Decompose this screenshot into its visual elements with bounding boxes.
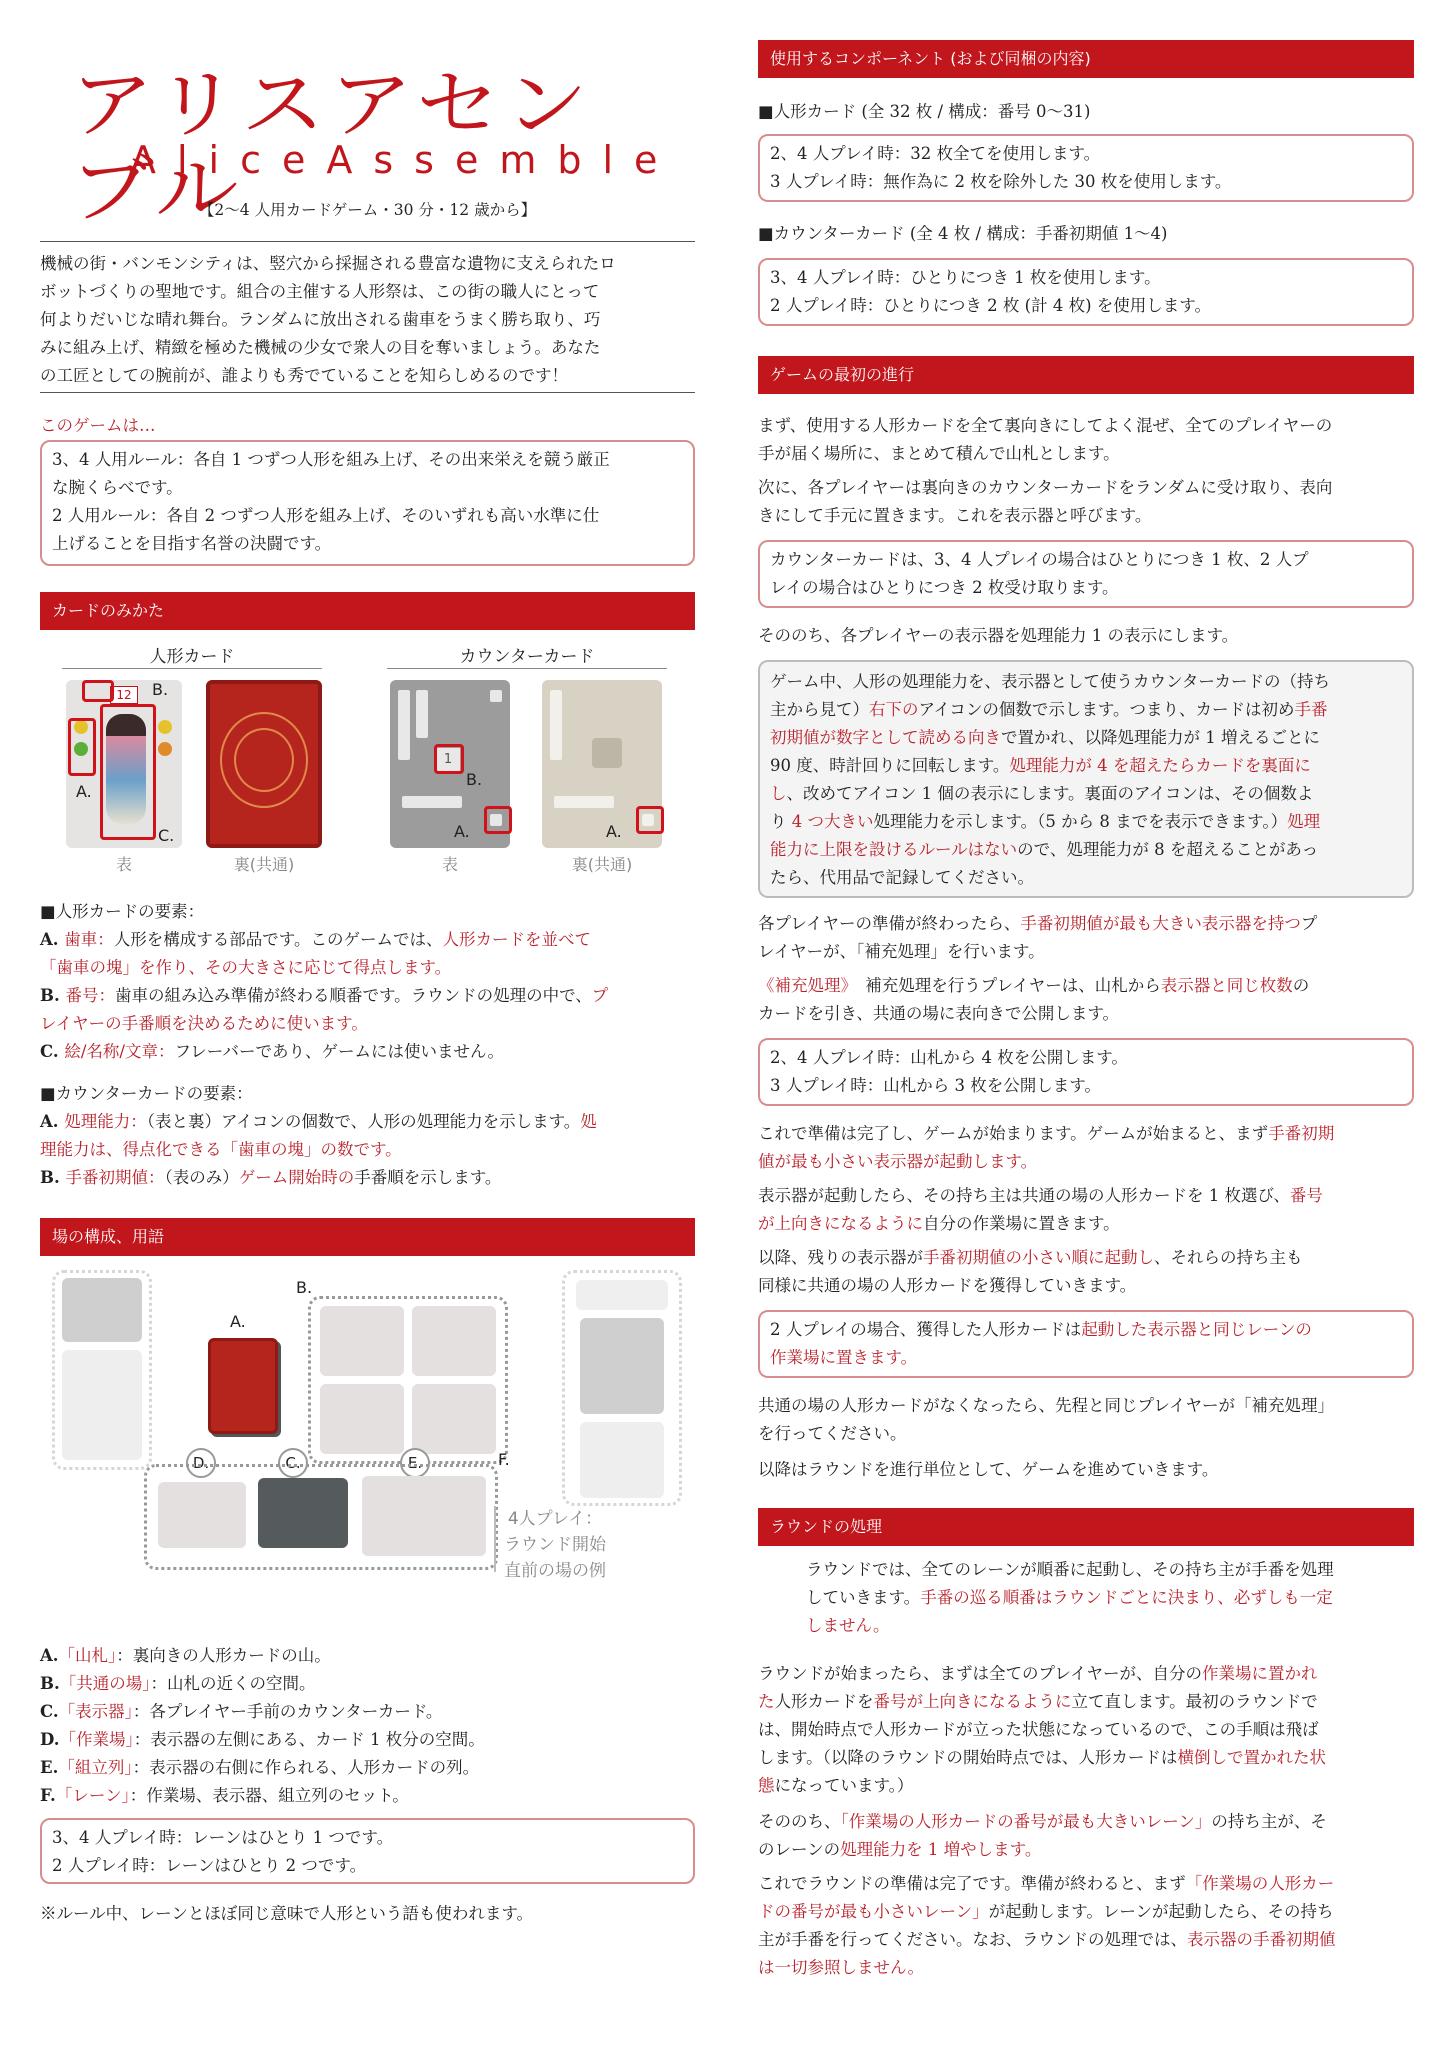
doll-card — [412, 1384, 496, 1454]
setup-p5 — [758, 972, 1420, 1028]
rich-line — [770, 668, 1402, 696]
section-bar-cards: カードのみかた — [40, 592, 695, 630]
rich-line — [806, 1556, 1418, 1584]
element-term: 番号： — [65, 986, 115, 1005]
rich-line — [770, 780, 1402, 808]
rich-line — [758, 1870, 1420, 1898]
body-text: 同様に共通の場の人形カードを獲得していきます。 — [758, 1276, 1137, 1295]
box-line: 2 人用ルール：各自 2 つずつ人形を組み上げ、そのいずれも高い水準に仕 — [52, 506, 600, 525]
this-game-heading: このゲームは… — [40, 416, 156, 435]
highlight-text: 表示器の手番初期値 — [1187, 1930, 1336, 1949]
counter-card — [258, 1478, 348, 1548]
element-line — [40, 926, 700, 954]
label-b: B. — [466, 770, 483, 789]
setup-box2 — [758, 1038, 1414, 1106]
term-key: D. — [40, 1730, 60, 1749]
label-a: A. — [76, 782, 92, 801]
term-key: B. — [40, 1674, 60, 1693]
doll-card — [320, 1306, 404, 1376]
rich-line — [770, 1316, 1402, 1344]
setup-p9 — [758, 1392, 1420, 1448]
highlight-b — [434, 744, 464, 774]
rich-line — [770, 836, 1402, 864]
body-text: の持ち主が、そ — [1211, 1812, 1327, 1831]
term-key: E. — [40, 1758, 59, 1777]
body-text: は、開始時点で人形カードが立った状態になっているので、この手順は飛ば — [758, 1720, 1319, 1739]
box-line: 上げることを目指す名誉の決闘です。 — [52, 534, 332, 553]
card-figure — [40, 640, 695, 880]
element-highlight: プ — [591, 986, 609, 1005]
body-text: 、それらの持ち主も — [1154, 1248, 1303, 1267]
text-line: まず、使用する人形カードを全て裏向きにしてよく混ぜ、全てのプレイヤーの — [758, 416, 1333, 435]
highlight-text: 作業場に置きます。 — [770, 1348, 918, 1367]
setup-box1 — [758, 540, 1414, 608]
element-highlight: 人形カードを並べて — [442, 930, 591, 949]
term-desc: ：表示器の右側に作られる、人形カードの列。 — [132, 1758, 480, 1777]
rich-line — [770, 1344, 1402, 1372]
box-line: 3、4 人プレイ時：ひとりにつき 1 枚を使用します。 — [770, 268, 1161, 287]
setup-p4 — [758, 910, 1420, 966]
element-text: 歯車の組み込み準備が終わる順番です。ラウンドの処理の中で、 — [114, 986, 592, 1005]
rich-line — [770, 808, 1402, 836]
round-p2 — [758, 1660, 1420, 1800]
element-line — [40, 982, 700, 1010]
divider — [62, 668, 322, 669]
body-text: 立て直します。最初のラウンドで — [1071, 1692, 1318, 1711]
doll-elements — [40, 898, 700, 1066]
rich-line — [758, 1148, 1420, 1176]
section-bar-components: 使用するコンポーネント (および同梱の内容) — [758, 40, 1414, 78]
element-line — [40, 1038, 700, 1066]
element-term: 絵/名称/文章： — [64, 1042, 175, 1061]
circle-ornament — [234, 728, 294, 792]
marker-c: C. — [278, 1448, 308, 1478]
intro-line: みに組み上げ、精緻を極めた機械の少女で衆人の目を奪いましょう。あなた — [40, 338, 601, 357]
element-line: 理能力は、得点化できる「歯車の塊」の数です。 — [40, 1140, 402, 1159]
label-f: F. — [498, 1450, 510, 1469]
element-term: 手番初期値： — [65, 1168, 165, 1187]
deck — [208, 1338, 278, 1434]
body-text: ので、処理能力が 8 を超えることがあっ — [1017, 840, 1319, 859]
rich-line — [758, 1926, 1420, 1954]
body-text: ラウンドが始まったら、まずは全てのプレイヤーが、自分の — [758, 1664, 1203, 1683]
round-p3 — [758, 1808, 1420, 1864]
label-b: B. — [152, 680, 169, 699]
doll-card-back — [206, 680, 322, 848]
icon-strip — [416, 690, 428, 738]
setup-p8 — [758, 1244, 1420, 1300]
highlight-text: 手番初期 — [1268, 1124, 1335, 1143]
box-line: 2 人プレイ時：レーンはひとり 2 つです。 — [52, 1856, 367, 1875]
text-line: を行ってください。 — [758, 1424, 907, 1443]
intro-text — [40, 250, 700, 390]
element-key: A. — [40, 1112, 65, 1131]
element-text: （表と裏）アイコンの個数で、人形の処理能力を示します。 — [146, 1112, 581, 1131]
box-line: 2 人プレイ時：ひとりにつき 2 枚 (計 4 枚) を使用します。 — [770, 296, 1211, 315]
text-line: 共通の場の人形カードがなくなったら、先程と同じプレイヤーが「補充処理」 — [758, 1396, 1335, 1415]
body-text: 補充処理を行うプレイヤーは、山札から — [848, 976, 1161, 995]
text-line: きにして手元に置きます。これを表示器と呼びます。 — [758, 506, 1152, 525]
box-line: な腕くらべです。 — [52, 478, 183, 497]
term-row — [40, 1642, 700, 1670]
doll-components-box — [758, 134, 1414, 202]
setup-p1 — [758, 412, 1420, 468]
rich-line — [758, 1716, 1420, 1744]
card-number: 12 — [110, 686, 138, 704]
rich-line — [806, 1584, 1418, 1612]
rich-line — [770, 752, 1402, 780]
doll-back-caption: 裏(共通) — [233, 855, 295, 874]
highlight-text: 手番初期値の小さい順に起動し — [923, 1248, 1154, 1267]
term-name: 「山札」 — [58, 1646, 117, 1665]
dice-icon — [592, 738, 622, 768]
doll-card — [412, 1306, 496, 1376]
highlight-text: 手番初期値が最も大きい表示器を持つ — [1020, 914, 1301, 933]
body-text: が起動します。レーンが起動したら、その持ち — [988, 1902, 1334, 1921]
doll-front-caption: 表 — [115, 855, 132, 874]
round-p4 — [758, 1870, 1420, 1982]
intro-line: の工匠としての腕前が、誰よりも秀でていることを知らしめるのです！ — [40, 366, 568, 385]
rich-line — [758, 1210, 1420, 1238]
rich-line — [758, 1182, 1420, 1210]
body-text: ラウンドでは、全てのレーンが順番に起動し、その持ち主が手番を処理 — [806, 1560, 1334, 1579]
icon-strip — [402, 796, 462, 808]
highlight-text: しません。 — [806, 1616, 890, 1635]
rich-line — [770, 864, 1402, 892]
divider — [40, 392, 695, 393]
highlight-text: 表示器と同じ枚数 — [1160, 976, 1293, 995]
rich-line — [758, 1688, 1420, 1716]
highlight-text: 処理能力が 4 を超えたらカードを裏面に — [1009, 756, 1311, 775]
body-text: そののち、 — [758, 1812, 841, 1831]
section-bar-setup: ゲームの最初の進行 — [758, 356, 1414, 394]
element-term: 処理能力： — [64, 1112, 147, 1131]
body-text: たら、代用品で記録してください。 — [770, 868, 1034, 887]
box-line: カウンターカードは、3、4 人プレイの場合はひとりにつき 1 枚、2 人プ — [770, 550, 1309, 569]
term-name: 「作業場」 — [59, 1730, 134, 1749]
setup-p3: そののち、各プレイヤーの表示器を処理能力 1 の表示にします。 — [758, 626, 1239, 645]
highlight-a — [636, 806, 664, 834]
term-row — [40, 1670, 700, 1698]
highlight-text: 手番 — [1294, 700, 1328, 719]
text-line: 手が届く場所に、まとめて積んで山札とします。 — [758, 444, 1120, 463]
element-key: B. — [40, 1168, 66, 1187]
label-c: C. — [158, 826, 175, 845]
body-text: 2 人プレイの場合、獲得した人形カードは — [770, 1320, 1082, 1339]
highlight-a — [484, 806, 512, 834]
icon-strip — [554, 796, 614, 808]
body-text: アイコンの個数で示します。つまり、カードは初め — [918, 700, 1295, 719]
highlight-text: 番号 — [1289, 1186, 1323, 1205]
section-bar-field: 場の構成、用語 — [40, 1218, 695, 1256]
highlight-text: 態 — [758, 1776, 775, 1795]
rich-line — [758, 972, 1420, 1000]
body-text: の — [1292, 976, 1310, 995]
gear-icon — [158, 720, 172, 734]
term-row — [40, 1782, 700, 1810]
title-jp: アリスアセンブル — [70, 60, 593, 233]
label-a: A. — [454, 822, 470, 841]
counter-front-caption: 表 — [441, 855, 458, 874]
term-name: 「共通の場」 — [59, 1674, 151, 1693]
term-key: A. — [40, 1646, 59, 1665]
box-line: 3、4 人プレイ時：レーンはひとり 1 つです。 — [52, 1828, 394, 1847]
icon-strip — [398, 690, 410, 760]
element-line: 「歯車の塊」を作り、その大きさに応じて得点します。 — [40, 958, 452, 977]
rich-line — [758, 1772, 1420, 1800]
intro-line: ボットづくりの聖地です。組合の主催する人形祭は、この街の職人にとって — [40, 282, 600, 301]
highlight-c — [100, 704, 156, 840]
rich-line — [758, 1898, 1420, 1926]
body-text: プ — [1300, 914, 1318, 933]
element-text: フレーバーであり、ゲームには使いません。 — [174, 1042, 504, 1061]
highlight-text: 横倒しで置かれた状 — [1177, 1748, 1326, 1767]
term-desc: ：裏向きの人形カードの山。 — [116, 1646, 331, 1665]
element-term: 歯車： — [64, 930, 114, 949]
rich-line — [758, 938, 1420, 966]
rich-line — [770, 696, 1402, 724]
highlight-text: 処理能力を 1 増やします。 — [840, 1840, 1042, 1859]
section-bar-round: ラウンドの処理 — [758, 1508, 1414, 1546]
divider — [40, 241, 695, 242]
highlight-text: 番号が上向きになるように — [873, 1692, 1072, 1711]
terms-list — [40, 1642, 700, 1810]
element-line: レイヤーの手番順を決めるために使います。 — [40, 1014, 368, 1033]
term-desc: ：表示器の左側にある、カード 1 枚分の空間。 — [133, 1730, 485, 1749]
element-key: C. — [40, 1042, 65, 1061]
footnote: ※ルール中、レーンとほぼ同じ意味で人形という語も使われます。 — [40, 1904, 534, 1923]
rich-line — [758, 1000, 1420, 1028]
setup-p2 — [758, 474, 1420, 530]
term-row — [40, 1698, 700, 1726]
box-line: レイの場合はひとりにつき 2 枚受け取ります。 — [770, 578, 1119, 597]
rich-line — [758, 1836, 1420, 1864]
highlight-text: 作業場に置かれ — [1202, 1664, 1318, 1683]
intro-line: 何よりだいじな晴れ舞台。ランダムに放出される歯車をうまく勝ち取り、巧 — [40, 310, 601, 329]
term-row — [40, 1726, 700, 1754]
counter-components-box — [758, 258, 1414, 326]
subtitle: 【2〜4 人用カードゲーム・30 分・12 歳から】 — [198, 201, 537, 219]
element-key: A. — [40, 930, 65, 949]
body-text: レイヤーが、「補充処理」を行います。 — [758, 942, 1045, 961]
text-line: 次に、各プレイヤーは裏向きのカウンターカードをランダムに受け取り、表向 — [758, 478, 1333, 497]
term-desc: ：山札の近くの空間。 — [150, 1674, 316, 1693]
note-line: ラウンド開始 — [504, 1535, 606, 1555]
doll-card — [576, 1280, 668, 1310]
lane-box — [40, 1818, 695, 1884]
body-text: カードを引き、共通の場に表向きで公開します。 — [758, 1004, 1120, 1023]
term-row — [40, 1754, 700, 1782]
highlight-text: 「作業場の人形カードの番号が最も大きいレーン」 — [840, 1812, 1212, 1831]
body-text: になっています。） — [774, 1776, 914, 1795]
term-desc: ：作業場、表示器、組立列のセット。 — [129, 1786, 409, 1805]
highlight-text: が上向きになるように — [758, 1214, 923, 1233]
counter-elements — [40, 1080, 700, 1192]
icon-strip — [490, 690, 502, 702]
body-text: 主から見て） — [770, 700, 869, 719]
highlight-text: 4 つ大きい — [791, 812, 874, 831]
term-desc: ：各プレイヤー手前のカウンターカード。 — [132, 1702, 443, 1721]
body-text: り — [770, 812, 792, 831]
label-a: A. — [230, 1312, 246, 1331]
gear-icon — [158, 742, 172, 756]
highlight-text: 値が最も小さい表示器が起動します。 — [758, 1152, 1038, 1171]
doll-card — [580, 1422, 664, 1498]
this-game-box — [40, 440, 695, 566]
box-line: 2、4 人プレイ時：山札から 4 枚を公開します。 — [770, 1048, 1128, 1067]
rich-line — [758, 1744, 1420, 1772]
element-key: B. — [40, 986, 66, 1005]
rich-line — [758, 1808, 1420, 1836]
box-line: 3 人プレイ時：山札から 3 枚を公開します。 — [770, 1076, 1101, 1095]
doll-card — [362, 1476, 486, 1556]
body-text: 自分の作業場に置きます。 — [923, 1214, 1120, 1233]
setup-p6 — [758, 1120, 1420, 1176]
element-text: 人形を構成する部品です。このゲームでは、 — [113, 930, 443, 949]
note-line: 直前の場の例 — [504, 1561, 606, 1581]
rich-line — [758, 910, 1420, 938]
doll-card — [62, 1350, 142, 1460]
rich-line — [770, 724, 1402, 752]
icon-strip — [550, 690, 562, 760]
highlight-text: た — [758, 1692, 775, 1711]
highlight-a — [68, 718, 96, 776]
term-key: C. — [40, 1702, 59, 1721]
highlight-text: 《補充処理》 — [758, 976, 849, 995]
term-key: F. — [40, 1786, 56, 1805]
highlight-text: 「作業場の人形カー — [1185, 1874, 1335, 1893]
setup-p7 — [758, 1182, 1420, 1238]
highlight-text: 右下の — [869, 700, 919, 719]
round-p1 — [806, 1556, 1418, 1640]
rich-line — [806, 1612, 1418, 1640]
field-note — [500, 1506, 610, 1584]
rotation-rule-box — [758, 660, 1414, 898]
counter-card — [62, 1278, 142, 1342]
body-text: これでラウンドの準備は完了です。準備が終わると、まず — [758, 1874, 1186, 1893]
highlight-text: 能力に上限を設けるルールはない — [770, 840, 1018, 859]
body-text: 人形カードを — [774, 1692, 874, 1711]
body-text: 処理能力を示します。（5 から 8 までを表示できます。） — [873, 812, 1288, 831]
element-text: （表のみ） — [164, 1168, 239, 1187]
element-text: 手番順を示します。 — [354, 1168, 502, 1187]
rich-line — [758, 1660, 1420, 1688]
body-text: していきます。 — [806, 1588, 921, 1607]
setup-box3 — [758, 1310, 1414, 1378]
counter-card — [580, 1318, 664, 1414]
highlight-text: 手番の巡る順番はラウンドごとに決まり、必ずしも一定 — [920, 1588, 1333, 1607]
element-highlight: 処 — [580, 1112, 597, 1131]
doll-components-heading: ■人形カード (全 32 枚 / 構成：番号 0〜31) — [758, 102, 1091, 121]
element-highlight: ゲーム開始時の — [238, 1168, 355, 1187]
highlight-text: 初期値が数字として読める向き — [770, 728, 1001, 747]
divider — [387, 668, 667, 669]
counter-components-heading: ■カウンターカード (全 4 枚 / 構成：手番初期値 1〜4) — [758, 224, 1168, 243]
title-en: AliceAssemble — [130, 138, 679, 182]
body-text: 各プレイヤーの準備が終わったら、 — [758, 914, 1021, 933]
element-line — [40, 1164, 700, 1192]
counter-value: 1 — [436, 748, 460, 772]
divider — [494, 1506, 496, 1572]
setup-p10: 以降はラウンドを進行単位として、ゲームを進めていきます。 — [758, 1460, 1219, 1479]
doll-card — [320, 1384, 404, 1454]
term-name: 「組立列」 — [58, 1758, 133, 1777]
rich-line — [758, 1272, 1420, 1300]
highlight-b — [82, 680, 114, 702]
body-text: これで準備は完了し、ゲームが始まります。ゲームが始まると、まず — [758, 1124, 1269, 1143]
counter-elements-heading: ■カウンターカードの要素： — [40, 1084, 253, 1103]
box-line: 3、4 人用ルール：各自 1 つずつ人形を組み上げ、その出来栄えを競う厳正 — [52, 450, 610, 469]
doll-card — [158, 1482, 246, 1548]
doll-elements-heading: ■人形カードの要素： — [40, 902, 205, 921]
rich-line — [758, 1244, 1420, 1272]
highlight-text: ドの番号が最も小さいレーン」 — [758, 1902, 989, 1921]
term-name: 「表示器」 — [58, 1702, 133, 1721]
box-line: 3 人プレイ時：無作為に 2 枚を除外した 30 枚を使用します。 — [770, 172, 1232, 191]
body-text: 90 度、時計回りに回転します。 — [770, 756, 1010, 775]
doll-card-title: 人形カード — [149, 647, 235, 667]
counter-back-caption: 裏(共通) — [571, 855, 633, 874]
box-line: 2、4 人プレイ時：32 枚全てを使用します。 — [770, 144, 1101, 163]
marker-e: E. — [400, 1448, 430, 1478]
label-a: A. — [606, 822, 622, 841]
body-text: 表示器が起動したら、その持ち主は共通の場の人形カードを 1 枚選び、 — [758, 1186, 1290, 1205]
body-text: します。（以降のラウンドの開始時点では、人形カードは — [758, 1748, 1178, 1767]
rich-line — [758, 1120, 1420, 1148]
field-figure — [40, 1266, 695, 1646]
rich-line — [758, 1954, 1420, 1982]
note-line: 4人プレイ： — [507, 1509, 603, 1529]
highlight-text: は一切参照しません。 — [758, 1958, 924, 1977]
term-name: 「レーン」 — [55, 1786, 130, 1805]
label-b: B. — [296, 1278, 313, 1297]
body-text: で置かれ、以降処理能力が 1 増えるごとに — [1001, 728, 1320, 747]
body-text: ゲーム中、人形の処理能力を、表示器として使うカウンターカードの（持ち — [770, 672, 1331, 691]
body-text: 、改めてアイコン 1 個の表示にします。裏面のアイコンは、その個数よ — [786, 784, 1314, 803]
element-line — [40, 1108, 700, 1136]
highlight-text: 起動した表示器と同じレーンの — [1081, 1320, 1312, 1339]
intro-line: 機械の街・バンモンシティは、竪穴から採掘される豊富な遺物に支えられたロ — [40, 254, 616, 273]
counter-card-title: カウンターカード — [459, 647, 595, 667]
body-text: のレーンの — [758, 1840, 841, 1859]
marker-d: D. — [186, 1448, 216, 1478]
body-text: 主が手番を行ってください。なお、ラウンドの処理では、 — [758, 1930, 1187, 1949]
highlight-text: し — [770, 784, 787, 803]
body-text: 以降、残りの表示器が — [758, 1248, 923, 1267]
highlight-text: 処理 — [1287, 812, 1321, 831]
